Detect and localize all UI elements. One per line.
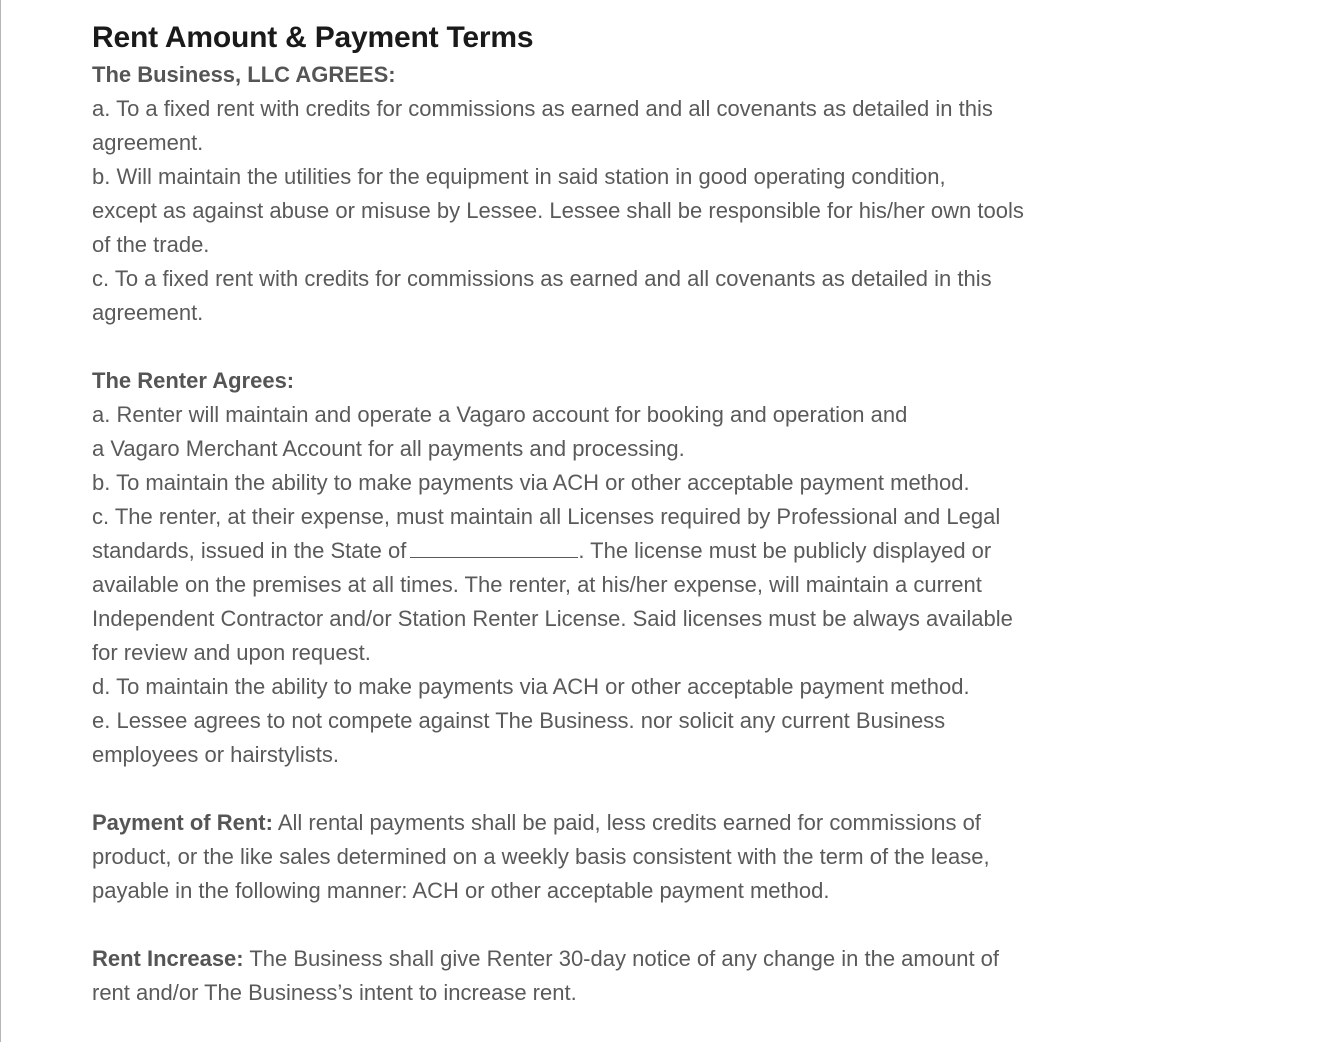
business-clause-line: except as against abuse or misuse by Lessee. Lessee shall be responsible for his/her own tools: [92, 198, 1024, 223]
business-clause-line: agreement.: [92, 300, 204, 325]
section-spacer: [92, 772, 1162, 806]
business-clause-line: agreement.: [92, 130, 204, 155]
state-blank-field[interactable]: [410, 537, 578, 558]
renter-clause-line: e. Lessee agrees to not compete against The Business. nor solicit any current Business: [92, 708, 946, 733]
section-spacer: [92, 330, 1162, 364]
renter-clause-line: available on the premises at all times. The renter, at his/her expense, will maintain a current: [92, 572, 982, 597]
page-title: Rent Amount & Payment Terms: [92, 21, 534, 54]
renter-clause-line: d. To maintain the ability to make payments via ACH or other acceptable payment method.: [92, 674, 970, 699]
renter-agrees-section: [92, 364, 1162, 772]
section-spacer: [92, 908, 1162, 942]
renter-clause-line: a Vagaro Merchant Account for all payments and processing.: [92, 436, 685, 461]
business-agrees-section: [92, 58, 1162, 330]
renter-clause-line: employees or hairstylists.: [92, 742, 339, 767]
business-clause-line: a. To a fixed rent with credits for commissions as earned and all covenants as detailed in this: [92, 96, 993, 121]
renter-clause-line: Independent Contractor and/or Station Renter License. Said licenses must be always available: [92, 606, 1013, 631]
renter-agrees-heading: The Renter Agrees:: [92, 368, 295, 393]
payment-first-line-text: All rental payments shall be paid, less credits earned for commissions of: [272, 810, 981, 835]
document-body: [92, 18, 1162, 1010]
payment-of-rent-section: [92, 806, 1162, 908]
page-left-border: [0, 0, 1, 1042]
business-clause-line: of the trade.: [92, 232, 210, 257]
business-agrees-heading: The Business, LLC AGREES:: [92, 62, 396, 87]
renter-clause-line-with-blank: [92, 534, 1162, 568]
payment-first-line: [92, 806, 1162, 840]
renter-clause-line: b. To maintain the ability to make payments via ACH or other acceptable payment method.: [92, 470, 970, 495]
increase-line: rent and/or The Business’s intent to increase rent.: [92, 980, 577, 1005]
increase-first-line: [92, 942, 1162, 976]
state-line-prefix: standards, issued in the State of: [92, 538, 407, 563]
payment-line: product, or the like sales determined on a weekly basis consistent with the term of the lease,: [92, 844, 990, 869]
renter-clause-line: a. Renter will maintain and operate a Vagaro account for booking and operation and: [92, 402, 908, 427]
payment-line: payable in the following manner: ACH or other acceptable payment method.: [92, 878, 830, 903]
increase-first-line-text: The Business shall give Renter 30-day notice of any change in the amount of: [243, 946, 1000, 971]
rent-increase-section: [92, 942, 1162, 1010]
state-line-suffix: . The license must be publicly displayed or: [578, 538, 992, 563]
rent-increase-label: Rent Increase:: [92, 946, 244, 971]
business-clause-line: c. To a fixed rent with credits for commissions as earned and all covenants as detailed in this: [92, 266, 992, 291]
renter-clause-line: c. The renter, at their expense, must maintain all Licenses required by Professional and Legal: [92, 504, 1001, 529]
business-clause-line: b. Will maintain the utilities for the equipment in said station in good operating condition,: [92, 164, 946, 189]
payment-of-rent-label: Payment of Rent:: [92, 810, 273, 835]
renter-clause-line: for review and upon request.: [92, 640, 371, 665]
